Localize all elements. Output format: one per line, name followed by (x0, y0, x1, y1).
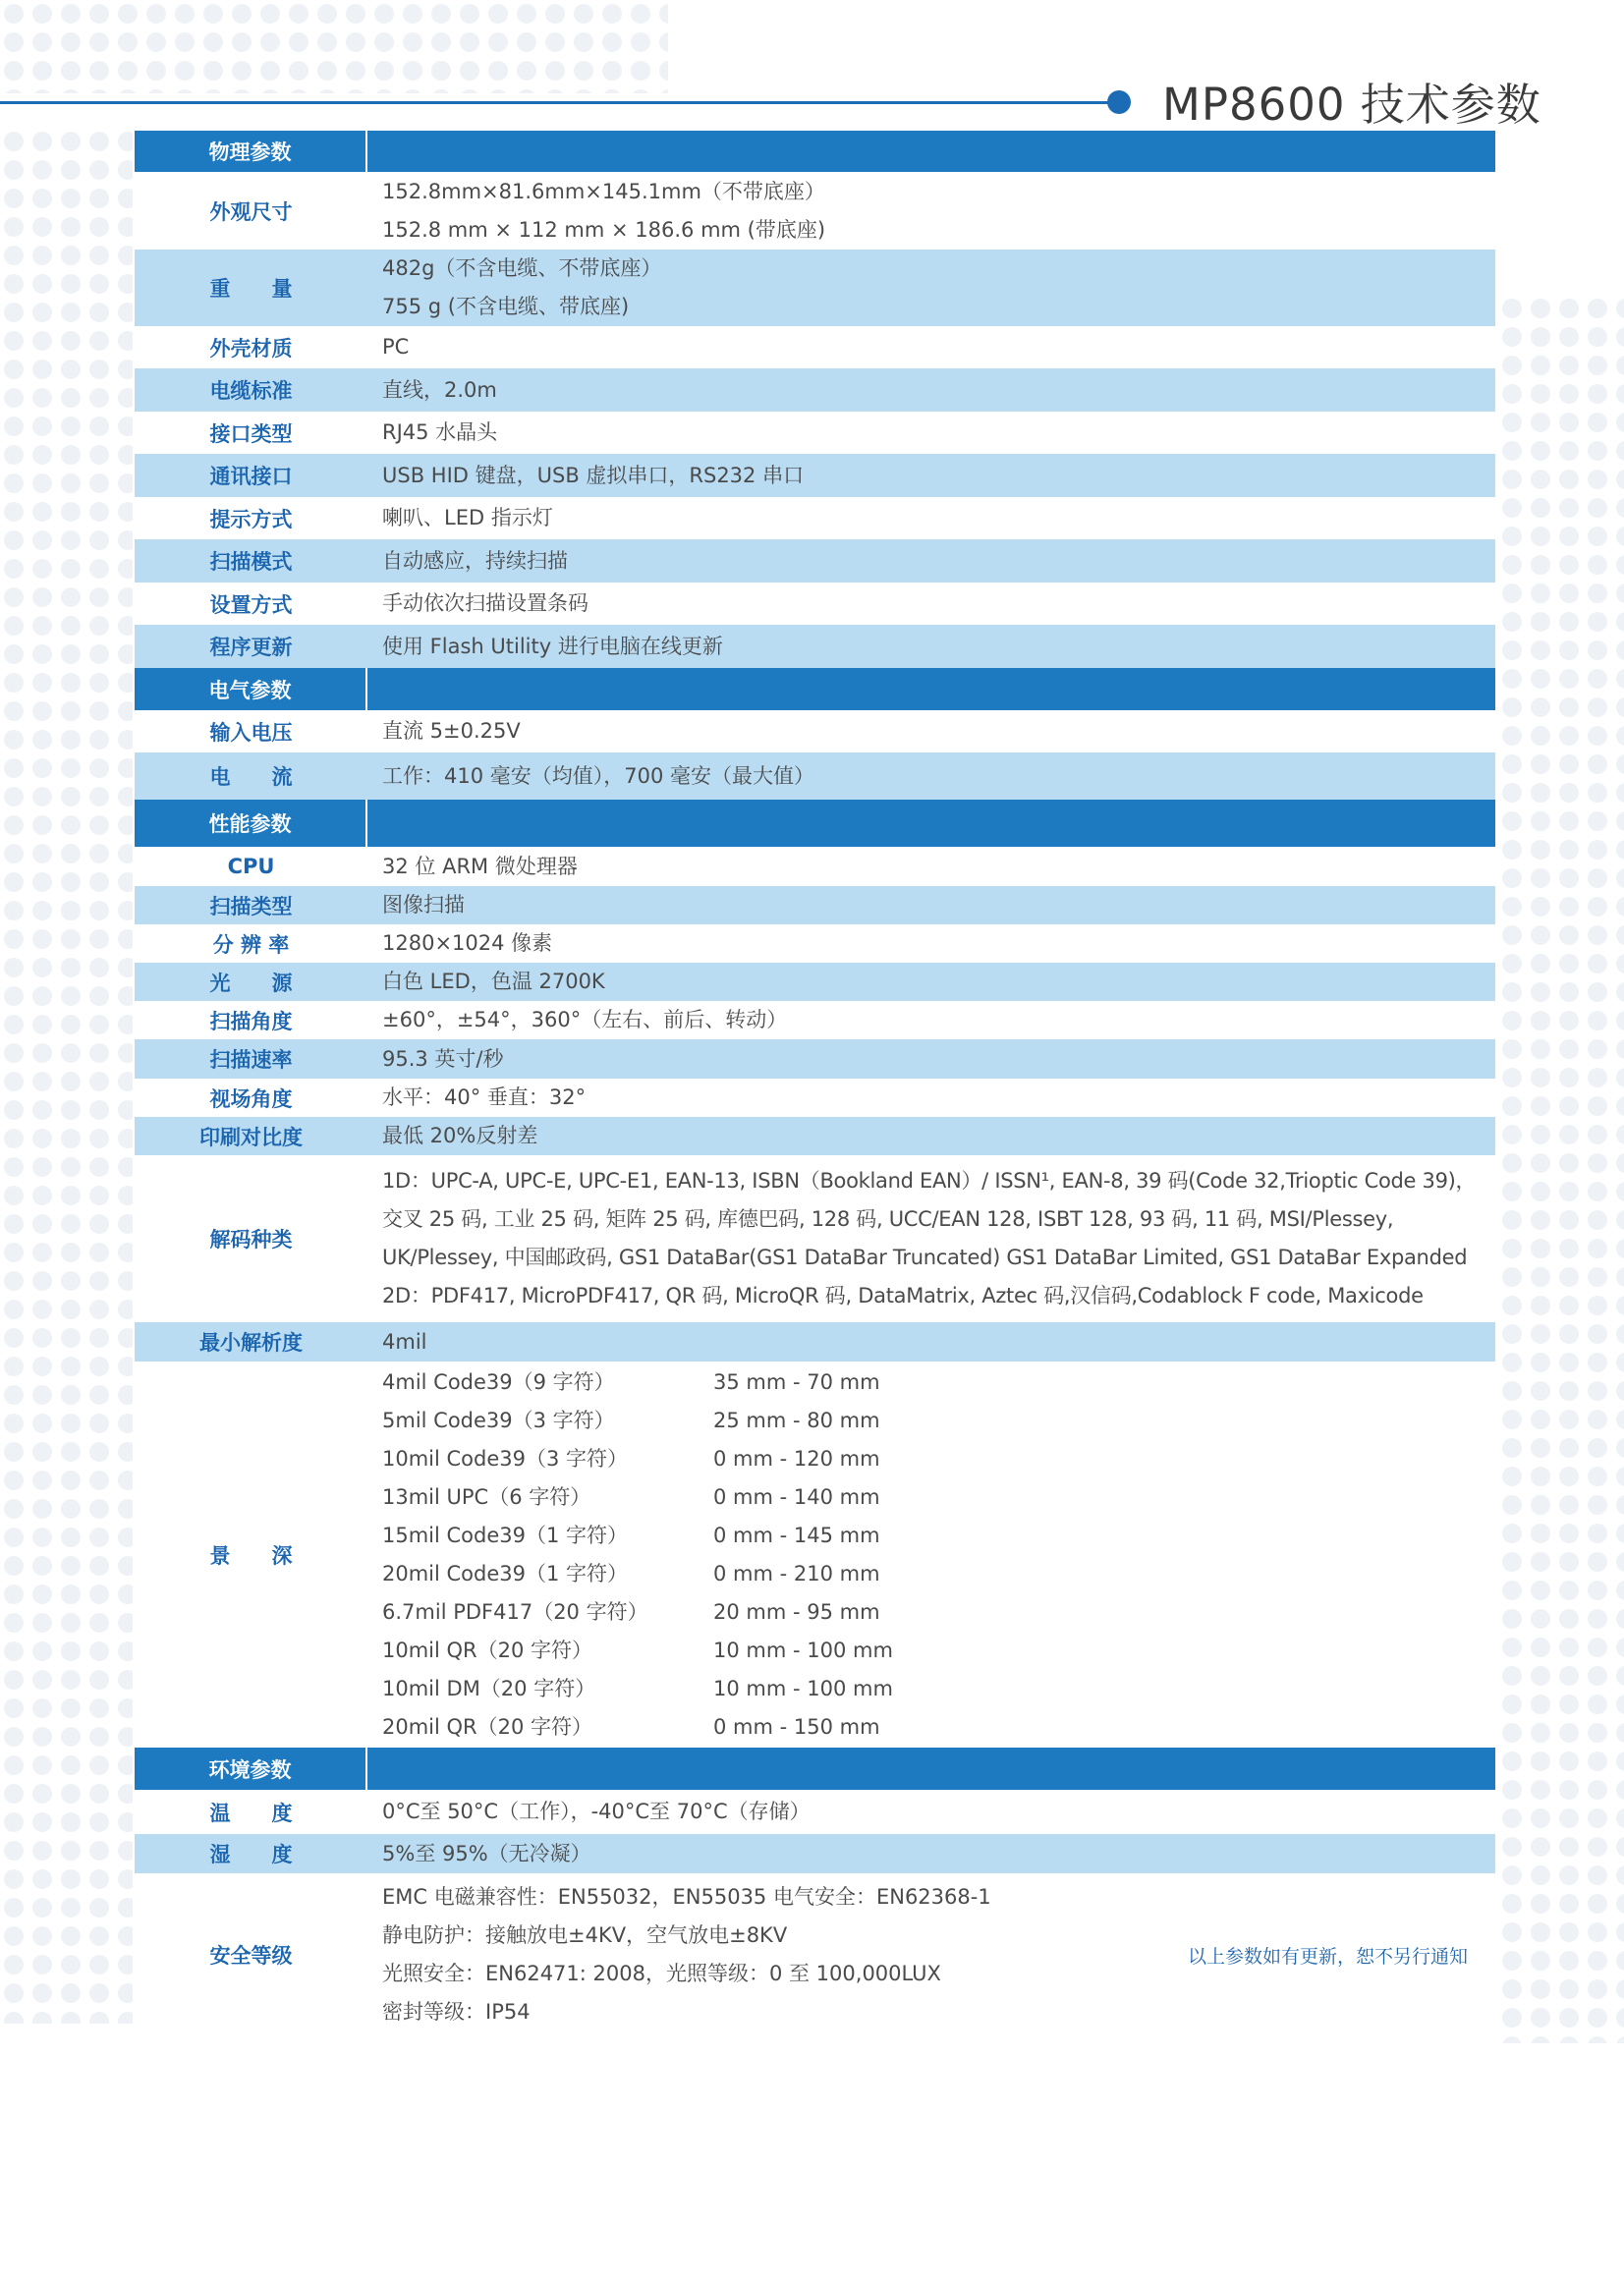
spec-label: 电缆标准 (209, 379, 293, 403)
spec-value: 152.8mm×81.6mm×145.1mm（不带底座） (382, 179, 825, 203)
dof-range: 10 mm - 100 mm (713, 1676, 893, 1700)
spec-row-depth-of-field (135, 1362, 1495, 1748)
dof-code: 5mil Code39（3 字符） (382, 1408, 615, 1432)
section-title: 物理参数 (135, 131, 367, 172)
spec-value: 0°C至 50°C（工作），-40°C至 70°C（存储） (382, 1800, 811, 1823)
dof-entry (382, 1517, 1495, 1555)
dof-entry (382, 1555, 1495, 1593)
section-header-environment (135, 1748, 1495, 1790)
dof-entry (382, 1402, 1495, 1440)
spec-row-scan-speed (135, 1039, 1495, 1079)
spec-value: 152.8 mm × 112 mm × 186.6 mm (带底座) (382, 217, 826, 242)
spec-value: 白色 LED，色温 2700K (382, 970, 605, 993)
spec-label: 接口类型 (209, 421, 293, 446)
spec-row-connector (135, 412, 1495, 454)
dof-code: 10mil Code39（3 字符） (382, 1446, 629, 1471)
spec-label: 扫描类型 (209, 894, 293, 918)
spec-value: USB HID 键盘，USB 虚拟串口，RS232 串口 (382, 463, 805, 487)
dof-range: 0 mm - 150 mm (713, 1714, 880, 1739)
spec-value: 使用 Flash Utility 进行电脑在线更新 (382, 634, 723, 658)
spec-row-voltage (135, 710, 1495, 752)
dof-code: 6.7mil PDF417（20 字符） (382, 1599, 648, 1624)
spec-label: 提示方式 (209, 507, 293, 531)
spec-value: 5%至 95%（无冷凝） (382, 1841, 591, 1865)
spec-row-weight (135, 250, 1495, 326)
spec-label: 景 深 (209, 1543, 293, 1568)
dof-code: 15mil Code39（1 字符） (382, 1523, 629, 1547)
spec-value: 95.3 英寸/秒 (382, 1046, 504, 1071)
section-title: 电气参数 (135, 668, 367, 710)
section-title: 环境参数 (135, 1748, 367, 1790)
dof-range: 0 mm - 120 mm (713, 1446, 880, 1471)
spec-label: 电 流 (209, 765, 293, 789)
spec-value: EMC 电磁兼容性：EN55032，EN55035 电气安全：EN62368-1 (382, 1885, 991, 1909)
dof-entry (382, 1708, 1495, 1747)
dof-range: 20 mm - 95 mm (713, 1599, 880, 1624)
spec-row-light-source (135, 963, 1495, 1001)
spec-label: 扫描模式 (209, 550, 293, 574)
section-title: 性能参数 (135, 800, 367, 847)
spec-table (135, 131, 1495, 2036)
spec-value: ±60°，±54°，360°（左右、前后、转动） (382, 1008, 788, 1031)
spec-value: 图像扫描 (382, 893, 465, 917)
spec-value: 喇叭、LED 指示灯 (382, 506, 553, 529)
spec-row-dimensions (135, 172, 1495, 250)
spec-label: 光 源 (209, 971, 293, 995)
dof-code: 10mil DM（20 字符） (382, 1676, 596, 1700)
dot-pattern-left (0, 128, 133, 2024)
spec-label: 解码种类 (209, 1228, 293, 1251)
dof-code: 20mil QR（20 字符） (382, 1714, 593, 1739)
spec-value: 32 位 ARM 微处理器 (382, 854, 578, 878)
spec-label: 输入电压 (209, 720, 293, 745)
section-header-performance (135, 800, 1495, 847)
dof-code: 13mil UPC（6 字符） (382, 1484, 591, 1509)
spec-row-setup (135, 583, 1495, 625)
spec-label: 湿 度 (209, 1843, 293, 1866)
spec-row-scan-angle (135, 1001, 1495, 1039)
spec-value: 1280×1024 像素 (382, 931, 553, 955)
spec-row-resolution (135, 924, 1495, 963)
spec-row-scan-mode (135, 539, 1495, 583)
spec-label: 程序更新 (209, 636, 293, 659)
dof-range: 10 mm - 100 mm (713, 1638, 893, 1662)
spec-label: CPU (227, 855, 275, 878)
spec-label: 温 度 (209, 1801, 293, 1825)
spec-value: 水平：40° 垂直：32° (382, 1085, 587, 1109)
spec-row-humidity (135, 1834, 1495, 1873)
spec-label: 安全等级 (209, 1944, 293, 1968)
spec-value: 手动依次扫描设置条码 (382, 591, 588, 615)
spec-value: 482g（不含电缆、不带底座） (382, 256, 662, 280)
spec-row-interface (135, 454, 1495, 497)
dof-range: 0 mm - 140 mm (713, 1484, 880, 1509)
spec-value: 4mil (382, 1329, 427, 1354)
spec-value: 自动感应，持续扫描 (382, 548, 568, 573)
section-header-electrical (135, 668, 1495, 710)
spec-value: 光照安全：EN62471: 2008，光照等级：0 至 100,000LUX (382, 1962, 941, 1985)
dof-range: 35 mm - 70 mm (713, 1369, 880, 1394)
spec-row-safety (135, 1873, 1495, 2036)
update-notice: 以上参数如有更新，恕不另行通知 (1187, 1945, 1468, 1968)
spec-value: UK/Plessey, 中国邮政码, GS1 DataBar(GS1 DataBar Truncated) GS1 DataBar Limited, GS1 DataBar Expanded (382, 1246, 1468, 1269)
dot-pattern-right (1498, 295, 1624, 2043)
dof-entry (382, 1593, 1495, 1632)
spec-value: 755 g (不含电缆、带底座) (382, 295, 630, 318)
spec-row-symbologies (135, 1155, 1495, 1322)
spec-label: 重 量 (209, 277, 293, 301)
spec-row-temperature (135, 1790, 1495, 1834)
spec-value: RJ45 水晶头 (382, 420, 498, 444)
spec-value: 交叉 25 码, 工业 25 码, 矩阵 25 码, 库德巴码, 128 码, UCC/EAN 128, ISBT 128, 93 码, 11 码, MSI/Plessey, (382, 1207, 1394, 1231)
spec-label: 扫描速率 (209, 1048, 293, 1072)
dof-code: 4mil Code39（9 字符） (382, 1369, 615, 1394)
spec-label: 设置方式 (209, 592, 293, 617)
spec-value: 直流 5±0.25V (382, 719, 521, 743)
dof-entry (382, 1632, 1495, 1670)
spec-label: 印刷对比度 (199, 1125, 303, 1149)
spec-row-update (135, 625, 1495, 668)
dof-code: 20mil Code39（1 字符） (382, 1561, 629, 1585)
spec-label: 视场角度 (209, 1086, 293, 1111)
header-rule (0, 101, 1125, 104)
dof-range: 0 mm - 145 mm (713, 1523, 880, 1547)
dof-entry (382, 1670, 1495, 1708)
spec-label: 通讯接口 (209, 465, 293, 488)
spec-value: 静电防护：接触放电±4KV，空气放电±8KV (382, 1923, 788, 1947)
spec-label: 最小解析度 (199, 1331, 303, 1355)
section-header-physical (135, 131, 1495, 172)
spec-label: 扫描角度 (209, 1009, 293, 1033)
page-title: MP8600 技术参数 (1162, 79, 1541, 131)
spec-value: PC (382, 335, 410, 359)
spec-row-cpu (135, 847, 1495, 886)
spec-label: 外观尺寸 (209, 199, 293, 224)
spec-value: 最低 20%反射差 (382, 1124, 538, 1147)
spec-value: 1D：UPC-A, UPC-E, UPC-E1, EAN-13, ISBN（Bookland EAN）/ ISSN¹, EAN-8, 39 码(Code 32,Trioptic Code 39)， (382, 1169, 1477, 1193)
dof-range: 0 mm - 210 mm (713, 1561, 880, 1585)
header-bullet (1107, 90, 1131, 114)
spec-row-print-contrast (135, 1117, 1495, 1155)
dof-entry (382, 1478, 1495, 1517)
dof-entry (382, 1363, 1495, 1402)
dot-pattern-top-left (0, 0, 668, 108)
spec-row-scan-type (135, 886, 1495, 924)
dof-code: 10mil QR（20 字符） (382, 1638, 593, 1662)
spec-label: 分 辨 率 (212, 932, 290, 957)
spec-row-field-of-view (135, 1079, 1495, 1117)
spec-value: 工作：410 毫安（均值），700 毫安（最大值） (382, 763, 815, 788)
dof-range: 25 mm - 80 mm (713, 1408, 880, 1432)
spec-row-current (135, 752, 1495, 800)
spec-value: 2D：PDF417, MicroPDF417, QR 码, MicroQR 码, DataMatrix, Aztec 码,汉信码,Codablock F code, Maxicode (382, 1284, 1424, 1307)
spec-value: 直线，2.0m (382, 377, 497, 402)
spec-row-cable (135, 368, 1495, 412)
spec-value: 密封等级：IP54 (382, 2000, 531, 2024)
dof-entry (382, 1440, 1495, 1478)
spec-row-housing (135, 326, 1495, 368)
spec-row-indicator (135, 497, 1495, 539)
spec-row-min-resolution (135, 1322, 1495, 1362)
spec-label: 外壳材质 (209, 336, 293, 361)
